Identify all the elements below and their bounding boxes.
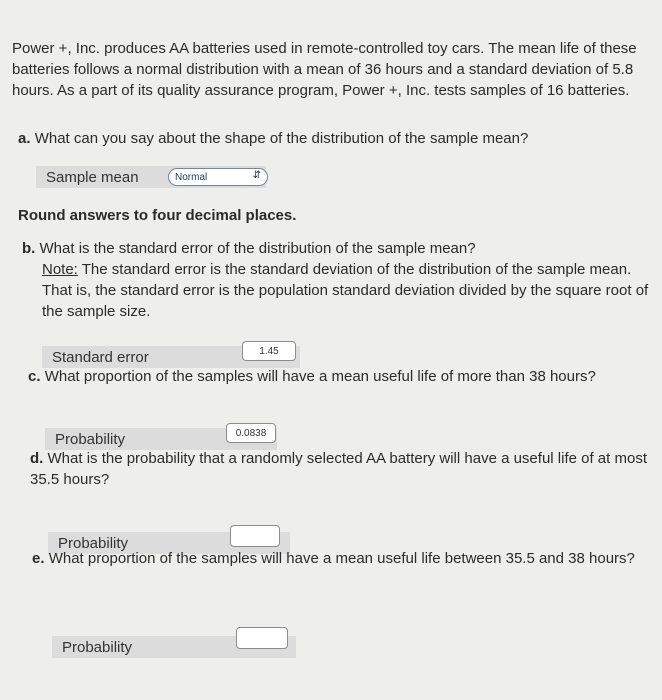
question-c-label: c. [28,368,41,385]
problem-intro: Power +, Inc. produces AA batteries used in remote-controlled toy cars. The mean life of these batteries follows a normal distribution with a mean of 36 hours and a standard deviation of 5.8 hours. As a part of its quality assurance program, Power +, Inc. tests samples of 16 batteries. [12,40,637,99]
sample-mean-label: Sample mean [46,168,139,186]
note-label: Note: [42,261,78,278]
question-a [18,128,638,149]
question-b-label: b. [22,240,36,257]
probability-c-input[interactable]: 0.0838 [226,423,276,443]
question-b-text: What is the standard error of the distribution of the sample mean? [39,240,476,257]
question-d-text: What is the probability that a randomly selected AA battery will have a useful life of at most 35.5 hours? [30,450,647,488]
sample-mean-select-value: Normal [175,171,208,183]
question-e-text: What proportion of the samples will have a mean useful life between 35.5 and 38 hours? [48,550,635,567]
chevron-updown-icon: ⇵ [252,170,261,181]
probability-d-label: Probability [58,534,129,552]
question-b [22,238,652,322]
question-d-label: d. [30,450,44,467]
standard-error-input[interactable]: 1.45 [242,341,296,361]
sample-mean-select[interactable] [168,168,268,186]
question-a-text: What can you say about the shape of the distribution of the sample mean? [34,130,529,147]
note-text: The standard error is the standard deviation of the distribution of the sample mean. That is, the standard error is the population standard deviation divided by the square root of the sample size. [42,261,649,320]
question-c [28,366,648,387]
probability-d-input[interactable] [230,525,280,547]
question-d [30,448,654,490]
probability-c-label: Probability [55,430,126,448]
question-b-note [22,259,652,322]
question-c-text: What proportion of the samples will have a mean useful life of more than 38 hours? [44,368,596,385]
probability-e-label: Probability [62,638,133,656]
probability-e-input[interactable] [236,627,288,649]
rounding-instruction: Round answers to four decimal places. [18,207,297,224]
question-e-label: e. [32,550,45,567]
standard-error-label: Standard error [52,348,149,366]
question-a-label: a. [18,130,31,147]
question-e [32,548,656,569]
